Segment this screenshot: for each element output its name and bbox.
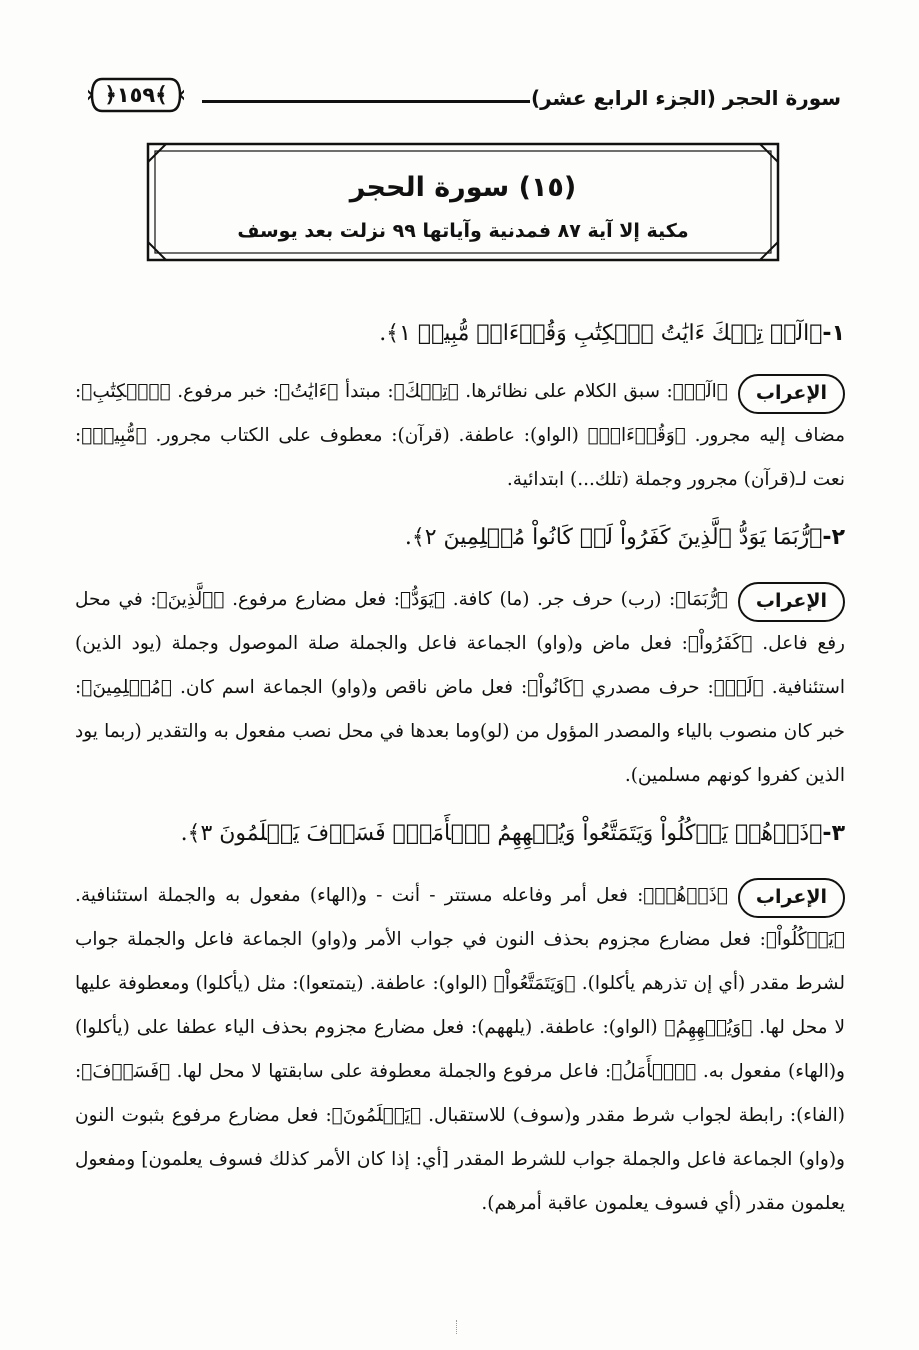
verse-number: ١- [822,321,845,346]
surah-subtitle: مكية إلا آية ٨٧ فمدنية وآياتها ٩٩ نزلت بعد يوسف [237,220,689,242]
verse-2 [75,518,845,558]
irab-paragraph-3 [75,874,845,1226]
verse-3 [75,814,845,854]
page-number: ﴿١٥٩﴾ [104,83,168,107]
page-number-ornament [88,76,184,114]
verse-text: ﴿ذَرۡهُمۡ يَأۡكُلُواْ وَيَتَمَتَّعُواْ وَيُلۡهِهِمُ ٱلۡأَمَلُۖ فَسَوۡفَ يَعۡلَمُونَ ٣﴾. [180,821,823,846]
irab-text: ﴿الٓرۚ﴾: سبق الكلام على نظائرها. ﴿تِلۡكَ﴾: مبتدأ ﴿ءَايَٰتُ﴾: خبر مرفوع. ﴿ٱلۡكِتَٰبِ﴾: مضاف إليه مجرور. ﴿وَقُرۡءَانٖ﴾ (الواو): عاطفة. (قرآن): معطوف على الكتاب مجرور. ﴿مُّبِينٖ﴾: نعت لـ(قرآن) مجرور وجملة (تلك...) ابتدائية. [75,381,845,490]
irab-badge: الإعراب [738,582,845,622]
scan-mark [456,1320,461,1334]
irab-text: ﴿رُّبَمَا﴾: (رب) حرف جر. (ما) كافة. ﴿يَوَدُّ﴾: فعل مضارع مرفوع. ﴿ٱلَّذِينَ﴾: في محل رفع فاعل. ﴿كَفَرُواْ﴾: فعل ماض و(واو) الجماعة فاعل والجملة صلة الموصول وجملة (يود الذين) استئنافية. ﴿لَوۡ﴾: حرف مصدري ﴿كَانُواْ﴾: فعل ماض ناقص و(واو) الجماعة اسم كان. ﴿مُسۡلِمِينَ﴾: خبر كان منصوب بالياء والمصدر المؤول من (لو)وما بعدها في محل نصب مفعول به والتقدير (ربما يود الذين كفروا كونهم مسلمين). [75,589,845,786]
verse-1 [75,314,845,354]
verse-number: ٣- [822,821,845,846]
irab-paragraph-1 [75,370,845,502]
verse-text: ﴿رُّبَمَا يَوَدُّ ٱلَّذِينَ كَفَرُواْ لَوۡ كَانُواْ مُسۡلِمِينَ ٢﴾. [404,525,823,550]
irab-badge: الإعراب [738,878,845,918]
verse-number: ٢- [822,525,845,550]
surah-title-box [146,142,780,262]
header-rule [202,100,530,103]
irab-paragraph-2 [75,578,845,798]
surah-title: (١٥) سورة الحجر [349,172,577,203]
irab-text: ﴿ذَرۡهُمۡ﴾: فعل أمر وفاعله مستتر - أنت - و(الهاء) مفعول به والجملة استئنافية. ﴿يَأۡكُلُواْ﴾: فعل مضارع مجزوم بحذف النون في جواب الأمر و(واو) الجماعة فاعل والجملة جواب لشرط مقدر (أي إن تذرهم يأكلوا). ﴿وَيَتَمَتَّعُواْ﴾ (الواو): عاطفة. (يتمتعوا): مثل (يأكلوا) ومعطوفة عليها لا محل لها. ﴿وَيُلۡهِهِمُ﴾ (الواو): عاطفة. (يلههم): فعل مضارع مجزوم بحذف الياء عطفا على (يأكلوا) و(الهاء) مفعول به. ﴿ٱلۡأَمَلُ﴾: فاعل مرفوع والجملة معطوفة على سابقتها لا محل لها. ﴿فَسَوۡفَ﴾: (الفاء): رابطة لجواب شرط مقدر و(سوف) للاستقبال. ﴿يَعۡلَمُونَ﴾: فعل مضارع مرفوع بثبوت النون و(واو) الجماعة فاعل والجملة جواب للشرط المقدر [أي: إذا كان الأمر كذلك فسوف يعلمون] ومفعول يعلمون مقدر (أي فسوف يعلمون عاقبة أمرهم). [75,885,845,1214]
irab-badge: الإعراب [738,374,845,414]
verse-text: ﴿الٓرۚ تِلۡكَ ءَايَٰتُ ٱلۡكِتَٰبِ وَقُرۡءَانٖ مُّبِينٖ ١﴾. [379,321,823,346]
running-header: سورة الحجر (الجزء الرابع عشر) [530,86,841,110]
